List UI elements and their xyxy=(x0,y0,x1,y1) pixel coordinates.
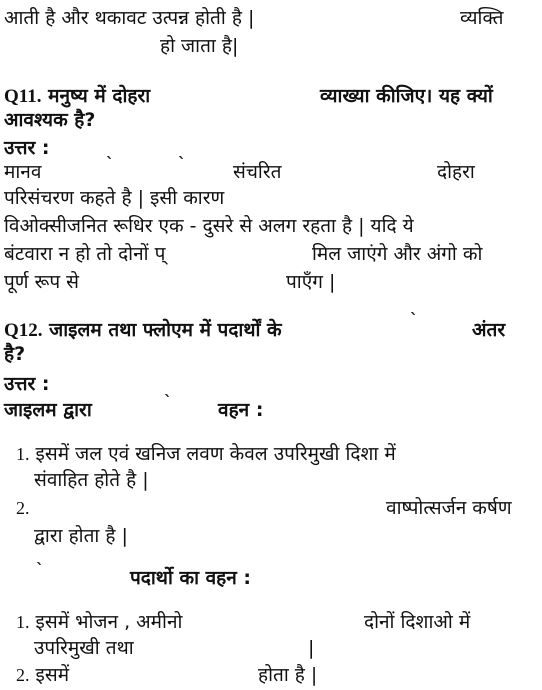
phloem-item-2-right: होता है | xyxy=(258,664,318,686)
q11-title-left: मनुष्य में दोहरा xyxy=(48,85,151,107)
phloem-heading: पदार्थो का वहन : xyxy=(130,567,252,589)
phloem-item-2-number: 2. xyxy=(16,665,30,685)
phloem-item-2 xyxy=(16,663,69,687)
q11-title-line-1 xyxy=(4,84,150,109)
xylem-item-2 xyxy=(16,496,30,520)
stray-mark: ` xyxy=(164,392,172,411)
xylem-item-1-line-1 xyxy=(16,442,396,466)
xylem-heading-right: वहन : xyxy=(218,399,264,421)
stray-mark: ` xyxy=(178,154,186,173)
xylem-item-2-number: 2. xyxy=(16,498,30,518)
xylem-item-2-line-2: द्वारा होता है | xyxy=(34,525,128,547)
q11-answer-5-left: पूर्ण रूप से xyxy=(4,271,80,293)
xylem-item-1-text: इसमें जल एवं खनिज लवण केवल उपरिमुखी दिशा में xyxy=(35,443,396,465)
top-line-1-right: व्यक्ति xyxy=(460,7,504,29)
xylem-item-1-line-2: संवाहित होते है | xyxy=(34,469,149,491)
q11-answer-label: उत्तर : xyxy=(4,137,50,159)
phloem-item-1-line-2: उपरिमुखी तथा xyxy=(34,637,134,659)
xylem-item-2-right: वाष्पोत्सर्जन कर्षण xyxy=(386,497,512,519)
stray-mark: ` xyxy=(410,310,418,329)
phloem-item-1-number: 1. xyxy=(16,612,30,632)
stray-mark: ` xyxy=(106,154,114,173)
q11-answer-5-right: पाएँग | xyxy=(286,271,336,293)
q12-title-line-2: है? xyxy=(4,343,26,365)
q12-title-right: अंतर xyxy=(472,319,506,341)
phloem-item-1-text: इसमें भोजन , अमीनो xyxy=(35,611,183,633)
phloem-item-1-line-1 xyxy=(16,610,182,634)
phloem-item-1-bar: | xyxy=(308,637,315,659)
q12-number: Q12. xyxy=(4,320,43,341)
xylem-item-1-number: 1. xyxy=(16,444,30,464)
q11-answer-2: परिसंचरण कहते है | इसी कारण xyxy=(4,187,225,209)
q11-answer-1-right: दोहरा xyxy=(437,161,475,183)
q11-title-right: व्याख्या कीजिए। यह क्यों xyxy=(320,85,493,107)
phloem-item-1-right: दोनों दिशाओ में xyxy=(364,611,471,633)
q11-answer-1-mid: संचरित xyxy=(233,161,282,183)
phloem-item-2-text: इसमें xyxy=(35,664,70,686)
top-line-2: हो जाता है| xyxy=(160,35,239,57)
q11-answer-4-right: मिल जाएंगे और अंगो को xyxy=(312,243,483,265)
q11-answer-4-left: बंटवारा न हो तो दोनों प् xyxy=(4,243,166,265)
q12-answer-label: उत्तर : xyxy=(4,373,50,395)
q11-answer-1-left: मानव xyxy=(4,161,42,183)
stray-mark: ` xyxy=(36,560,44,579)
xylem-heading-left: जाइलम द्वारा xyxy=(4,399,92,421)
q11-number: Q11. xyxy=(4,86,42,107)
q11-answer-3: विओक्सीजनित रूधिर एक - दुसरे से अलग रहता है | यदि ये xyxy=(4,215,414,237)
q12-title-left: जाइलम तथा फ्लोएम में पदार्थों के xyxy=(49,319,282,341)
q11-title-line-2: आवश्यक है? xyxy=(4,109,96,131)
q12-title-line-1 xyxy=(4,318,282,343)
top-line-1-left: आती है और थकावट उत्पन्न होती है | xyxy=(4,7,255,29)
